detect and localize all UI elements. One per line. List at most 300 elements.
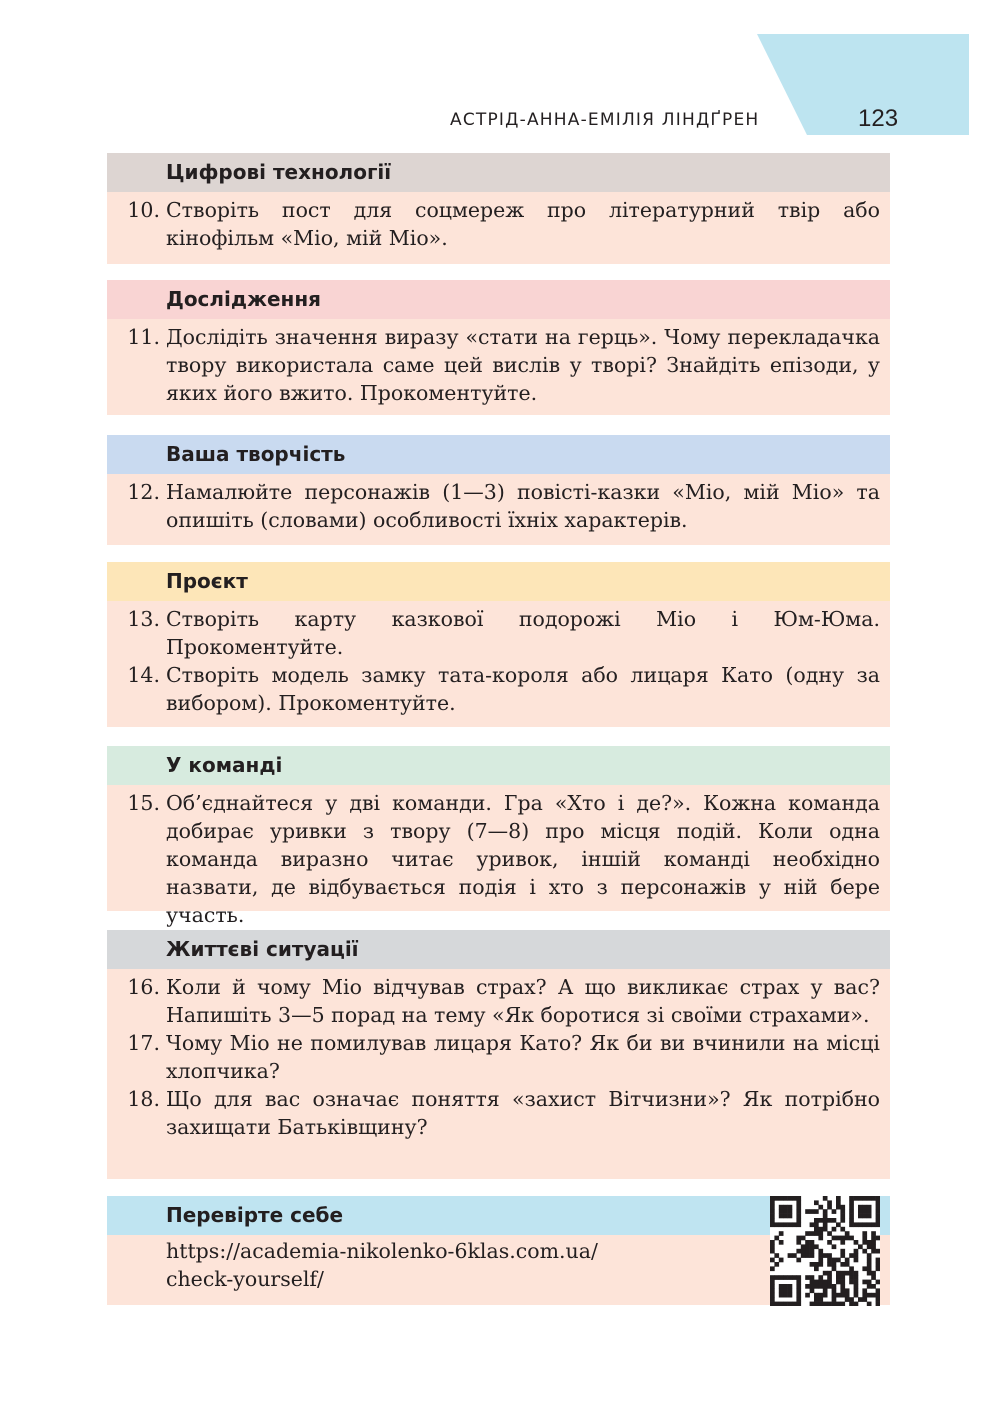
qr-module	[814, 1280, 819, 1285]
task-11	[107, 323, 880, 407]
qr-module	[836, 1236, 841, 1241]
qr-module	[818, 1218, 823, 1223]
qr-module	[823, 1253, 828, 1258]
qr-module	[836, 1222, 841, 1227]
qr-module	[840, 1284, 845, 1289]
qr-module	[818, 1249, 823, 1254]
qr-module	[810, 1302, 815, 1306]
qr-module	[823, 1271, 828, 1276]
qr-module	[779, 1302, 784, 1306]
qr-module	[818, 1262, 823, 1267]
qr-module	[783, 1302, 788, 1306]
task-number: 16.	[127, 975, 160, 999]
qr-module	[876, 1196, 880, 1201]
task-16	[107, 973, 880, 1029]
task-text: Створіть карту казкової подорожі Міо і Юм-Юма. Прокоментуйте.	[166, 607, 880, 659]
qr-module	[845, 1262, 850, 1267]
qr-module	[854, 1222, 859, 1227]
qr-module	[801, 1253, 806, 1258]
qr-module	[770, 1218, 775, 1223]
qr-module	[805, 1231, 810, 1236]
qr-module	[805, 1253, 810, 1258]
running-title: АСТРІД-АННА-ЕМІЛІЯ ЛІНДҐРЕН	[450, 110, 760, 130]
qr-module	[827, 1240, 832, 1245]
qr-module	[805, 1249, 810, 1254]
qr-module	[840, 1275, 845, 1280]
qr-module	[876, 1214, 880, 1219]
task-text: Чому Міо не помилував лицаря Като? Як би ви вчинили на місці хлопчика?	[166, 1031, 880, 1083]
qr-module	[832, 1227, 837, 1232]
qr-module	[827, 1271, 832, 1276]
qr-module	[810, 1262, 815, 1267]
qr-module	[823, 1222, 828, 1227]
qr-module	[770, 1288, 775, 1293]
task-number: 10.	[127, 198, 160, 222]
qr-module	[840, 1280, 845, 1285]
section-body	[107, 474, 890, 545]
qr-module	[867, 1253, 872, 1258]
qr-module	[814, 1262, 819, 1267]
qr-module	[862, 1249, 867, 1254]
qr-module	[823, 1284, 828, 1289]
qr-module	[814, 1227, 819, 1232]
qr-module	[770, 1275, 775, 1280]
qr-module	[818, 1227, 823, 1232]
qr-module	[783, 1209, 788, 1214]
qr-module	[810, 1222, 815, 1227]
qr-module	[805, 1240, 810, 1245]
qr-module	[849, 1205, 854, 1210]
qr-module	[854, 1284, 859, 1289]
qr-module	[779, 1231, 784, 1236]
section-check-yourself	[107, 1196, 890, 1305]
qr-module	[832, 1297, 837, 1302]
qr-module	[770, 1205, 775, 1210]
qr-module	[783, 1222, 788, 1227]
qr-module	[779, 1196, 784, 1201]
qr-module	[849, 1253, 854, 1258]
qr-module	[788, 1284, 793, 1289]
qr-module	[792, 1302, 797, 1306]
running-head	[0, 0, 998, 140]
qr-module	[845, 1258, 850, 1263]
qr-module	[827, 1280, 832, 1285]
qr-module	[823, 1302, 828, 1306]
qr-module	[858, 1209, 863, 1214]
qr-module	[814, 1209, 819, 1214]
qr-module	[796, 1196, 801, 1201]
qr-module	[854, 1288, 859, 1293]
qr-module	[836, 1258, 841, 1263]
qr-module	[783, 1275, 788, 1280]
qr-module	[832, 1284, 837, 1289]
qr-module	[810, 1249, 815, 1254]
qr-module	[805, 1293, 810, 1298]
task-text: Створіть пост для соцмереж про літературний твір або кінофільм «Міо, мій Міо».	[166, 198, 880, 250]
qr-module	[871, 1236, 876, 1241]
qr-module	[810, 1231, 815, 1236]
qr-module	[783, 1214, 788, 1219]
task-text: Створіть модель замку тата-короля або лицаря Като (одну за вибором). Прокоментуйте.	[166, 663, 880, 715]
link-url[interactable]: https://academia-nikolenko-6klas.com.ua/	[166, 1239, 598, 1263]
qr-module	[827, 1275, 832, 1280]
qr-module	[788, 1253, 793, 1258]
qr-module	[796, 1209, 801, 1214]
qr-module	[849, 1214, 854, 1219]
qr-module	[779, 1209, 784, 1214]
qr-module	[788, 1222, 793, 1227]
qr-module	[774, 1262, 779, 1267]
link-url-continued[interactable]: check-yourself/	[166, 1267, 324, 1291]
qr-module	[818, 1302, 823, 1306]
qr-module	[810, 1209, 815, 1214]
qr-module	[867, 1271, 872, 1276]
qr-module	[871, 1293, 876, 1298]
qr-module	[836, 1271, 841, 1276]
qr-module	[867, 1205, 872, 1210]
qr-module	[862, 1196, 867, 1201]
section-title: Життєві ситуації	[107, 930, 890, 969]
qr-module	[827, 1218, 832, 1223]
qr-module	[845, 1288, 850, 1293]
qr-module	[836, 1275, 841, 1280]
qr-module	[849, 1209, 854, 1214]
qr-module	[796, 1214, 801, 1219]
task-text: Намалюйте персонажів (1—3) повісті-казки «Міо, мій Міо» та опишіть (словами) особливості їхніх характерів.	[166, 480, 880, 532]
task-10	[107, 196, 880, 252]
qr-module	[876, 1205, 880, 1210]
task-17	[107, 1029, 880, 1085]
section-body	[107, 192, 890, 264]
task-text: Що для вас означає поняття «захист Вітчизни»? Як потрібно захищати Батьківщину?	[166, 1087, 880, 1139]
qr-module	[810, 1244, 815, 1249]
qr-module	[845, 1236, 850, 1241]
qr-module	[840, 1227, 845, 1232]
qr-module	[827, 1200, 832, 1205]
qr-module	[788, 1196, 793, 1201]
qr-module	[796, 1288, 801, 1293]
qr-module	[818, 1205, 823, 1210]
section-project	[107, 562, 890, 727]
qr-module	[858, 1222, 863, 1227]
qr-module	[814, 1222, 819, 1227]
section-title: Перевірте себе	[107, 1196, 890, 1235]
qr-module	[876, 1222, 880, 1227]
qr-module	[827, 1253, 832, 1258]
qr-module	[854, 1253, 859, 1258]
qr-module	[788, 1293, 793, 1298]
qr-module	[810, 1288, 815, 1293]
qr-module	[801, 1249, 806, 1254]
qr-module	[867, 1209, 872, 1214]
qr-module	[871, 1240, 876, 1245]
qr-module	[854, 1275, 859, 1280]
section-team	[107, 746, 890, 927]
qr-module	[792, 1222, 797, 1227]
qr-module	[796, 1200, 801, 1205]
qr-module	[836, 1205, 841, 1210]
qr-module	[814, 1231, 819, 1236]
qr-module	[818, 1280, 823, 1285]
qr-module	[854, 1280, 859, 1285]
qr-module	[770, 1222, 775, 1227]
qr-module	[867, 1196, 872, 1201]
qr-module	[823, 1293, 828, 1298]
qr-module	[840, 1253, 845, 1258]
qr-module	[770, 1284, 775, 1289]
task-15	[107, 789, 880, 929]
qr-module	[876, 1288, 880, 1293]
qr-module	[862, 1280, 867, 1285]
qr-module	[814, 1284, 819, 1289]
qr-module	[770, 1209, 775, 1214]
qr-module	[792, 1253, 797, 1258]
task-number: 11.	[127, 325, 160, 349]
qr-module	[832, 1244, 837, 1249]
section-body	[107, 969, 890, 1179]
qr-module	[823, 1280, 828, 1285]
qr-module	[849, 1302, 854, 1306]
qr-module	[854, 1302, 859, 1306]
qr-module	[862, 1231, 867, 1236]
qr-module	[827, 1284, 832, 1289]
qr-module	[814, 1244, 819, 1249]
qr-module	[840, 1214, 845, 1219]
qr-module	[871, 1275, 876, 1280]
qr-module	[876, 1293, 880, 1298]
qr-module	[770, 1200, 775, 1205]
qr-module	[854, 1249, 859, 1254]
qr-module	[858, 1205, 863, 1210]
qr-module	[783, 1284, 788, 1289]
qr-module	[814, 1293, 819, 1298]
qr-module	[827, 1258, 832, 1263]
qr-module	[876, 1200, 880, 1205]
qr-module	[867, 1258, 872, 1263]
qr-module	[770, 1196, 775, 1201]
qr-module	[840, 1240, 845, 1245]
qr-module	[810, 1240, 815, 1245]
qr-module	[801, 1236, 806, 1241]
qr-module	[836, 1200, 841, 1205]
qr-module	[788, 1302, 793, 1306]
qr-module	[779, 1293, 784, 1298]
qr-module	[862, 1297, 867, 1302]
qr-module	[823, 1196, 828, 1201]
section-title: Ваша творчість	[107, 435, 890, 474]
qr-module	[827, 1231, 832, 1236]
qr-module	[814, 1302, 819, 1306]
qr-module	[849, 1275, 854, 1280]
task-number: 17.	[127, 1031, 160, 1055]
section-title: Дослідження	[107, 280, 890, 319]
qr-module	[801, 1244, 806, 1249]
qr-module	[818, 1275, 823, 1280]
qr-module	[796, 1236, 801, 1241]
qr-module	[840, 1209, 845, 1214]
task-number: 15.	[127, 791, 160, 815]
qr-module	[818, 1236, 823, 1241]
qr-module	[867, 1302, 872, 1306]
qr-module	[783, 1288, 788, 1293]
qr-module	[862, 1222, 867, 1227]
qr-module	[827, 1262, 832, 1267]
qr-module	[770, 1293, 775, 1298]
page-number: 123	[858, 105, 899, 132]
section-body	[107, 319, 890, 415]
qr-module	[796, 1293, 801, 1298]
task-18	[107, 1085, 880, 1141]
qr-module	[796, 1218, 801, 1223]
qr-module	[871, 1231, 876, 1236]
qr-module	[840, 1293, 845, 1298]
qr-module	[876, 1302, 880, 1306]
qr-module	[788, 1209, 793, 1214]
qr-module	[832, 1302, 837, 1306]
section-body	[107, 601, 890, 727]
task-text: Коли й чому Міо відчував страх? А що викликає страх у вас? Напишіть 3—5 порад на тему «Як боротися зі своїми страхами».	[166, 975, 880, 1027]
qr-module	[849, 1266, 854, 1271]
qr-module	[840, 1236, 845, 1241]
qr-module	[836, 1293, 841, 1298]
qr-module	[871, 1249, 876, 1254]
task-text: Об’єднайтеся у дві команди. Гра «Хто і де?». Кожна команда добирає уривки з твору (7—8) про місця подій. Коли одна команда виразно читає уривок, іншій команді необхідно назвати, де відбувається подія і хто з персонажів у ній бере участь.	[166, 791, 880, 927]
qr-module	[818, 1297, 823, 1302]
qr-module	[770, 1297, 775, 1302]
qr-module	[818, 1253, 823, 1258]
qr-module	[871, 1244, 876, 1249]
qr-module	[818, 1231, 823, 1236]
qr-module	[840, 1262, 845, 1267]
qr-module	[849, 1200, 854, 1205]
qr-module	[867, 1284, 872, 1289]
qr-module	[858, 1297, 863, 1302]
qr-module	[796, 1302, 801, 1306]
qr-module	[836, 1302, 841, 1306]
qr-module	[840, 1271, 845, 1276]
qr-module	[876, 1249, 880, 1254]
qr-module	[774, 1236, 779, 1241]
qr-module	[783, 1196, 788, 1201]
qr-module	[783, 1205, 788, 1210]
qr-module	[796, 1222, 801, 1227]
qr-module	[871, 1196, 876, 1201]
qr-module	[796, 1280, 801, 1285]
qr-module	[810, 1280, 815, 1285]
qr-module	[823, 1227, 828, 1232]
qr-module	[779, 1214, 784, 1219]
task-12	[107, 478, 880, 534]
qr-module	[770, 1266, 775, 1271]
qr-module	[854, 1271, 859, 1276]
qr-module	[867, 1214, 872, 1219]
task-number: 18.	[127, 1087, 160, 1111]
qr-module	[867, 1266, 872, 1271]
qr-module	[810, 1253, 815, 1258]
qr-module	[867, 1240, 872, 1245]
qr-module	[792, 1275, 797, 1280]
qr-module	[871, 1222, 876, 1227]
qr-module	[862, 1205, 867, 1210]
qr-module	[796, 1258, 801, 1263]
task-13	[107, 605, 880, 661]
qr-module	[792, 1196, 797, 1201]
qr-module	[871, 1284, 876, 1289]
qr-module	[823, 1218, 828, 1223]
qr-module	[796, 1297, 801, 1302]
qr-module	[770, 1249, 775, 1254]
qr-module	[876, 1218, 880, 1223]
qr-module	[779, 1284, 784, 1289]
qr-module	[845, 1293, 850, 1298]
qr-module	[854, 1240, 859, 1245]
qr-module	[876, 1297, 880, 1302]
qr-module	[783, 1293, 788, 1298]
qr-module	[862, 1214, 867, 1219]
qr-module	[779, 1222, 784, 1227]
qr-module	[818, 1258, 823, 1263]
qr-module	[876, 1262, 880, 1267]
qr-module	[805, 1209, 810, 1214]
qr-code[interactable]	[770, 1196, 880, 1306]
qr-module	[796, 1240, 801, 1245]
qr-module	[836, 1196, 841, 1201]
qr-module	[774, 1222, 779, 1227]
qr-module	[854, 1258, 859, 1263]
qr-module	[849, 1280, 854, 1285]
qr-module	[810, 1284, 815, 1289]
section-life-situations	[107, 930, 890, 1179]
qr-module	[832, 1288, 837, 1293]
qr-module	[876, 1236, 880, 1241]
qr-module	[814, 1297, 819, 1302]
qr-module	[788, 1214, 793, 1219]
qr-module	[788, 1205, 793, 1210]
qr-module	[840, 1249, 845, 1254]
qr-module	[832, 1236, 837, 1241]
qr-module	[840, 1205, 845, 1210]
qr-module	[876, 1280, 880, 1285]
qr-module	[805, 1275, 810, 1280]
qr-module	[867, 1244, 872, 1249]
qr-module	[858, 1196, 863, 1201]
qr-module	[832, 1258, 837, 1263]
qr-module	[823, 1209, 828, 1214]
qr-module	[779, 1205, 784, 1210]
qr-module	[814, 1266, 819, 1271]
qr-module	[832, 1266, 837, 1271]
section-title: У команді	[107, 746, 890, 785]
qr-module	[779, 1288, 784, 1293]
section-your-creativity	[107, 435, 890, 545]
qr-module	[876, 1258, 880, 1263]
qr-module	[814, 1218, 819, 1223]
qr-module	[840, 1218, 845, 1223]
qr-module	[827, 1205, 832, 1210]
qr-module	[788, 1288, 793, 1293]
qr-module	[849, 1222, 854, 1227]
qr-module	[774, 1253, 779, 1258]
qr-module	[862, 1236, 867, 1241]
qr-module	[774, 1275, 779, 1280]
qr-module	[788, 1275, 793, 1280]
qr-module	[814, 1200, 819, 1205]
qr-module	[796, 1275, 801, 1280]
qr-module	[849, 1218, 854, 1223]
qr-module	[796, 1249, 801, 1254]
qr-module	[770, 1240, 775, 1245]
qr-module	[805, 1284, 810, 1289]
